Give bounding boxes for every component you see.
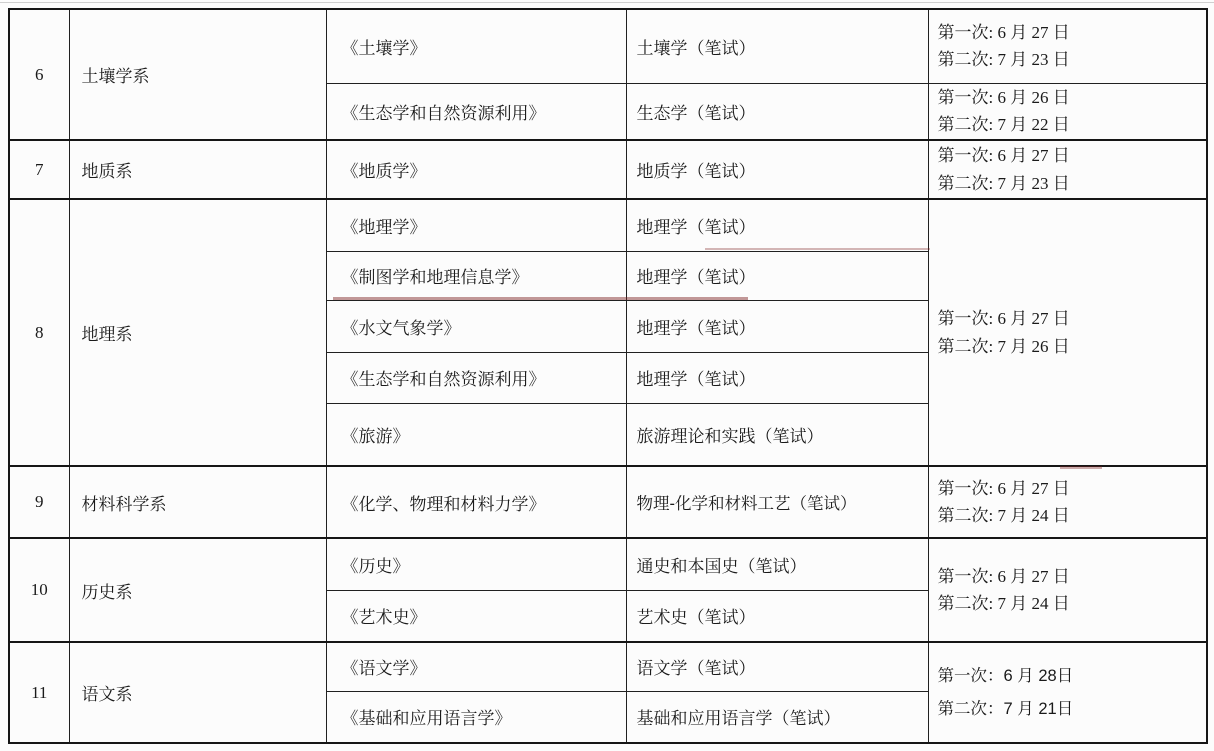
date-line: 第二次: 7 月 24 日: [937, 506, 1070, 525]
department-cell: 历史系: [69, 538, 326, 642]
course-cell: 《化学、物理和材料力学》: [326, 466, 626, 538]
row-number: 9: [9, 466, 69, 538]
course-cell: 《生态学和自然资源利用》: [326, 352, 626, 403]
table-row: [9, 466, 1207, 538]
row-number: 11: [9, 642, 69, 743]
course-cell: 《地理学》: [326, 199, 626, 251]
row-number: 7: [9, 140, 69, 199]
table-row: [9, 538, 1207, 590]
course-cell: 《语文学》: [326, 642, 626, 691]
date-line: 第一次: 6 月 27 日: [937, 22, 1070, 42]
date-line: 第一次: 6 月 27 日: [937, 478, 1070, 498]
date-line: 第一次: 6 月 27 日: [937, 309, 1070, 328]
date-line: 第二次: 7 月 26 日: [937, 336, 1070, 356]
exam-cell: 通史和本国史（笔试）: [626, 538, 928, 590]
exam-cell: 基础和应用语言学（笔试）: [626, 691, 928, 743]
row-number: 10: [9, 538, 69, 642]
exam-cell: 物理-化学和材料工艺（笔试）: [626, 466, 928, 538]
table-row: [9, 199, 1207, 251]
course-cell: 《土壤学》: [326, 9, 626, 83]
department-cell: 地理系: [69, 199, 326, 466]
exam-dates-cell: [928, 140, 1207, 199]
exam-cell: 语文学（笔试）: [626, 642, 928, 691]
exam-cell: 地理学（笔试）: [626, 199, 928, 251]
row-number: 6: [9, 9, 69, 140]
exam-dates-cell: [928, 538, 1207, 642]
table-row: [9, 140, 1207, 199]
course-cell: 《历史》: [326, 538, 626, 590]
course-cell: 《制图学和地理信息学》: [326, 251, 626, 300]
date-line: 第二次: 7 月 24 日: [937, 594, 1070, 613]
date-line: 第二次: 7 月 23 日: [937, 173, 1070, 193]
course-cell: 《旅游》: [326, 403, 626, 466]
course-cell: 《水文气象学》: [326, 300, 626, 352]
department-cell: 地质系: [69, 140, 326, 199]
date-line: 第一次: 6 月 27 日: [937, 146, 1070, 165]
exam-dates-cell: [928, 199, 1207, 466]
course-cell: 《生态学和自然资源利用》: [326, 83, 626, 140]
exam-schedule-table: [8, 8, 1208, 744]
exam-cell: 地理学（笔试）: [626, 300, 928, 352]
exam-cell: 生态学（笔试）: [626, 83, 928, 140]
exam-cell: 地质学（笔试）: [626, 140, 928, 199]
exam-cell: 地理学（笔试）: [626, 251, 928, 300]
course-cell: 《地质学》: [326, 140, 626, 199]
date-line: 第一次: 6 月 27 日: [937, 566, 1070, 586]
exam-dates-cell: [928, 466, 1207, 538]
exam-cell: 地理学（笔试）: [626, 352, 928, 403]
row-number: 8: [9, 199, 69, 466]
date-line: 第二次：7 月 21日: [937, 699, 1074, 718]
department-cell: 材料科学系: [69, 466, 326, 538]
table-row: [9, 9, 1207, 83]
course-cell: 《基础和应用语言学》: [326, 691, 626, 743]
date-line: 第二次: 7 月 22 日: [937, 115, 1070, 135]
date-line: 第二次: 7 月 23 日: [937, 50, 1070, 70]
date-line: 第一次：6 月 28日: [937, 666, 1074, 685]
exam-dates-cell: [928, 642, 1207, 743]
exam-cell: 艺术史（笔试）: [626, 590, 928, 642]
table-row: [9, 642, 1207, 691]
exam-dates-cell: [928, 9, 1207, 83]
exam-dates-cell: [928, 83, 1207, 140]
department-cell: 语文系: [69, 642, 326, 743]
date-line: 第一次: 6 月 26 日: [937, 87, 1070, 107]
department-cell: 土壤学系: [69, 9, 326, 140]
course-cell: 《艺术史》: [326, 590, 626, 642]
cropped-row-edge: [0, 2, 1214, 3]
exam-cell: 土壤学（笔试）: [626, 9, 928, 83]
exam-cell: 旅游理论和实践（笔试）: [626, 403, 928, 466]
